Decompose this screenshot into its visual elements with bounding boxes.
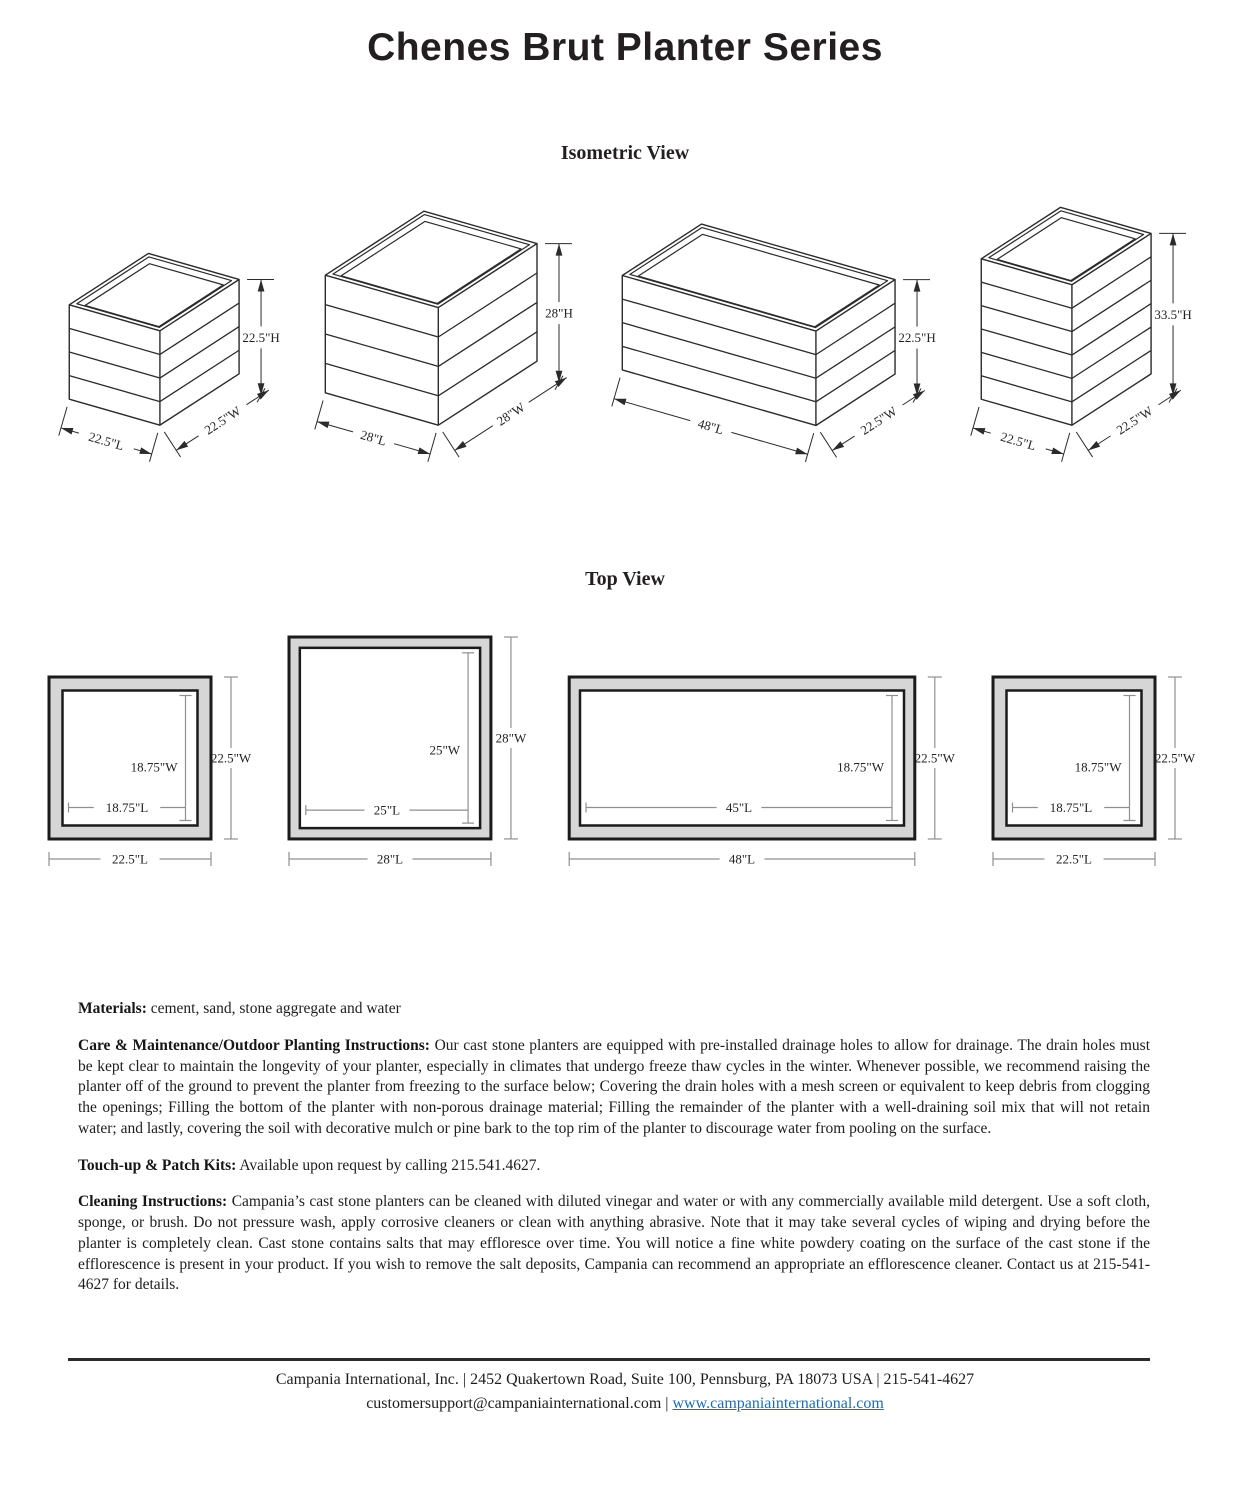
iso-figure-trough-48: [598, 216, 949, 472]
height-label: 28"H: [544, 305, 573, 321]
isometric-figure-row: [0, 199, 1250, 472]
height-label: 33.5"H: [1154, 306, 1192, 322]
outer-width-label: 22.5"W: [1154, 750, 1196, 766]
materials-text: cement, sand, stone aggregate and water: [150, 1000, 401, 1017]
height-label: 22.5"H: [898, 330, 937, 346]
materials-paragraph: [78, 999, 1150, 1020]
touchup-paragraph: [78, 1156, 1150, 1177]
care-label: Care & Maintenance/Outdoor Planting Instructions:: [78, 1036, 430, 1054]
length-label: 22.5"L: [86, 428, 126, 454]
outer-width-label: 28"W: [495, 730, 527, 746]
outer-width-label: 22.5"W: [914, 750, 955, 766]
cleaning-label: Cleaning Instructions:: [78, 1193, 228, 1211]
footer-website-link[interactable]: www.campaniainternational.com: [672, 1395, 884, 1413]
inner-length-label: 45"L: [725, 800, 753, 815]
planter-drawing: [981, 207, 1151, 425]
inner-length-label: 25"L: [373, 802, 401, 818]
top-figure-tall-33-5: [989, 673, 1205, 871]
inner-width-label: 18.75"W: [130, 759, 178, 775]
touchup-label: Touch-up & Patch Kits:: [78, 1156, 237, 1174]
length-label: 48"L: [696, 415, 726, 438]
length-label: 28"L: [358, 426, 388, 449]
width-label: 28"W: [493, 399, 528, 429]
planter-drawing: [325, 211, 537, 425]
inner-length-label: 18.75"L: [1049, 800, 1093, 815]
touchup-text: Available upon request by calling 215.541.4627.: [239, 1156, 541, 1174]
inner-length-label: 18.75"L: [105, 800, 149, 815]
inner-cavity: [300, 648, 480, 828]
care-paragraph: [78, 1036, 1150, 1140]
outer-length-label: 22.5"L: [1056, 851, 1092, 867]
length-label: 22.5"L: [998, 428, 1038, 454]
care-text: Our cast stone planters are equipped with pre-installed drainage holes to allow for drainage. The drain holes must be kept clear to maintain the longevity of your planter, especially in climates that undergo freeze thaw cycles in the winter. Whenever possible, we recommend raising the planter off of the ground to prevent the planter from freezing to the surface below; Covering the drain holes with a mesh screen or equivalent to keep debris from clogging the openings; Filling the bottom of the planter with non-porous drainage material; Filling the remainder of the planter with a well-draining soil mix that will not retain water; and lastly, covering the soil with decorative mulch or pine bark to the top rim of the planter to discourage water from pooling on the surface.: [78, 1036, 1151, 1137]
outer-width-label: 22.5"W: [210, 750, 252, 766]
footer-email: customersupport@campaniainternational.com: [366, 1395, 662, 1413]
top-figure-cube-22-5: [45, 673, 261, 871]
outer-length-label: 28"L: [376, 851, 404, 867]
footer-address-line: Campania International, Inc. | 2452 Quakertown Road, Suite 100, Pennsburg, PA 18073 USA | 215-541-4627: [275, 1370, 975, 1388]
height-label: 22.5"H: [242, 329, 280, 345]
footer-rule: [68, 1358, 1150, 1361]
inner-width-label: 18.75"W: [837, 759, 884, 775]
top-figure-cube-28: [285, 633, 541, 871]
cleaning-text: Campania’s cast stone planters can be cleaned with diluted vinegar and water or with any commercially available mild detergent. Use a soft cloth, sponge, or brush. Do not pressure wash, apply corrosive cleaners or clean with anything abrasive. Note that it may take several cycles of wiping and drying before the planter is completely clean. Cast stone contains salts that may effloresce over time. You will notice a fine white powdery coating on the surface of the cast stone if the efflorescence is present in your product. If you wish to remove the salt deposits, Campania can recommend an appropriate an efflorescence cleaner. Contact us at 215-541-4627 for details.: [78, 1193, 1151, 1294]
width-label: 22.5"W: [201, 402, 244, 438]
cleaning-paragraph: [78, 1192, 1150, 1296]
planter-drawing: [69, 253, 239, 425]
inner-width-label: 18.75"W: [1074, 759, 1122, 775]
width-label: 22.5"W: [857, 403, 900, 438]
outer-length-label: 48"L: [728, 851, 756, 867]
page-title: Chenes Brut Planter Series: [367, 26, 883, 69]
footer-contact-line: [0, 1392, 1250, 1417]
page-footer: [0, 1358, 1250, 1417]
iso-figure-tall-33-5: [957, 199, 1205, 472]
top-view-figure-row: [0, 633, 1250, 871]
materials-label: Materials:: [78, 1000, 147, 1017]
dimension-annotations: [314, 244, 571, 462]
footer-separator: |: [661, 1395, 673, 1413]
top-view-heading: Top View: [585, 568, 665, 590]
inner-width-label: 25"W: [429, 742, 461, 758]
outer-length-label: 22.5"L: [112, 851, 148, 867]
dimension-annotations: [971, 233, 1186, 461]
dimension-annotations: [612, 280, 930, 462]
width-label: 22.5"W: [1113, 403, 1156, 438]
planter-drawing: [623, 224, 896, 425]
isometric-view-heading: Isometric View: [560, 142, 690, 164]
instructions-text-block: [78, 999, 1150, 1296]
iso-figure-cube-28: [301, 203, 591, 472]
top-figure-trough-48: [565, 673, 965, 871]
iso-figure-cube-22-5: [45, 245, 293, 472]
